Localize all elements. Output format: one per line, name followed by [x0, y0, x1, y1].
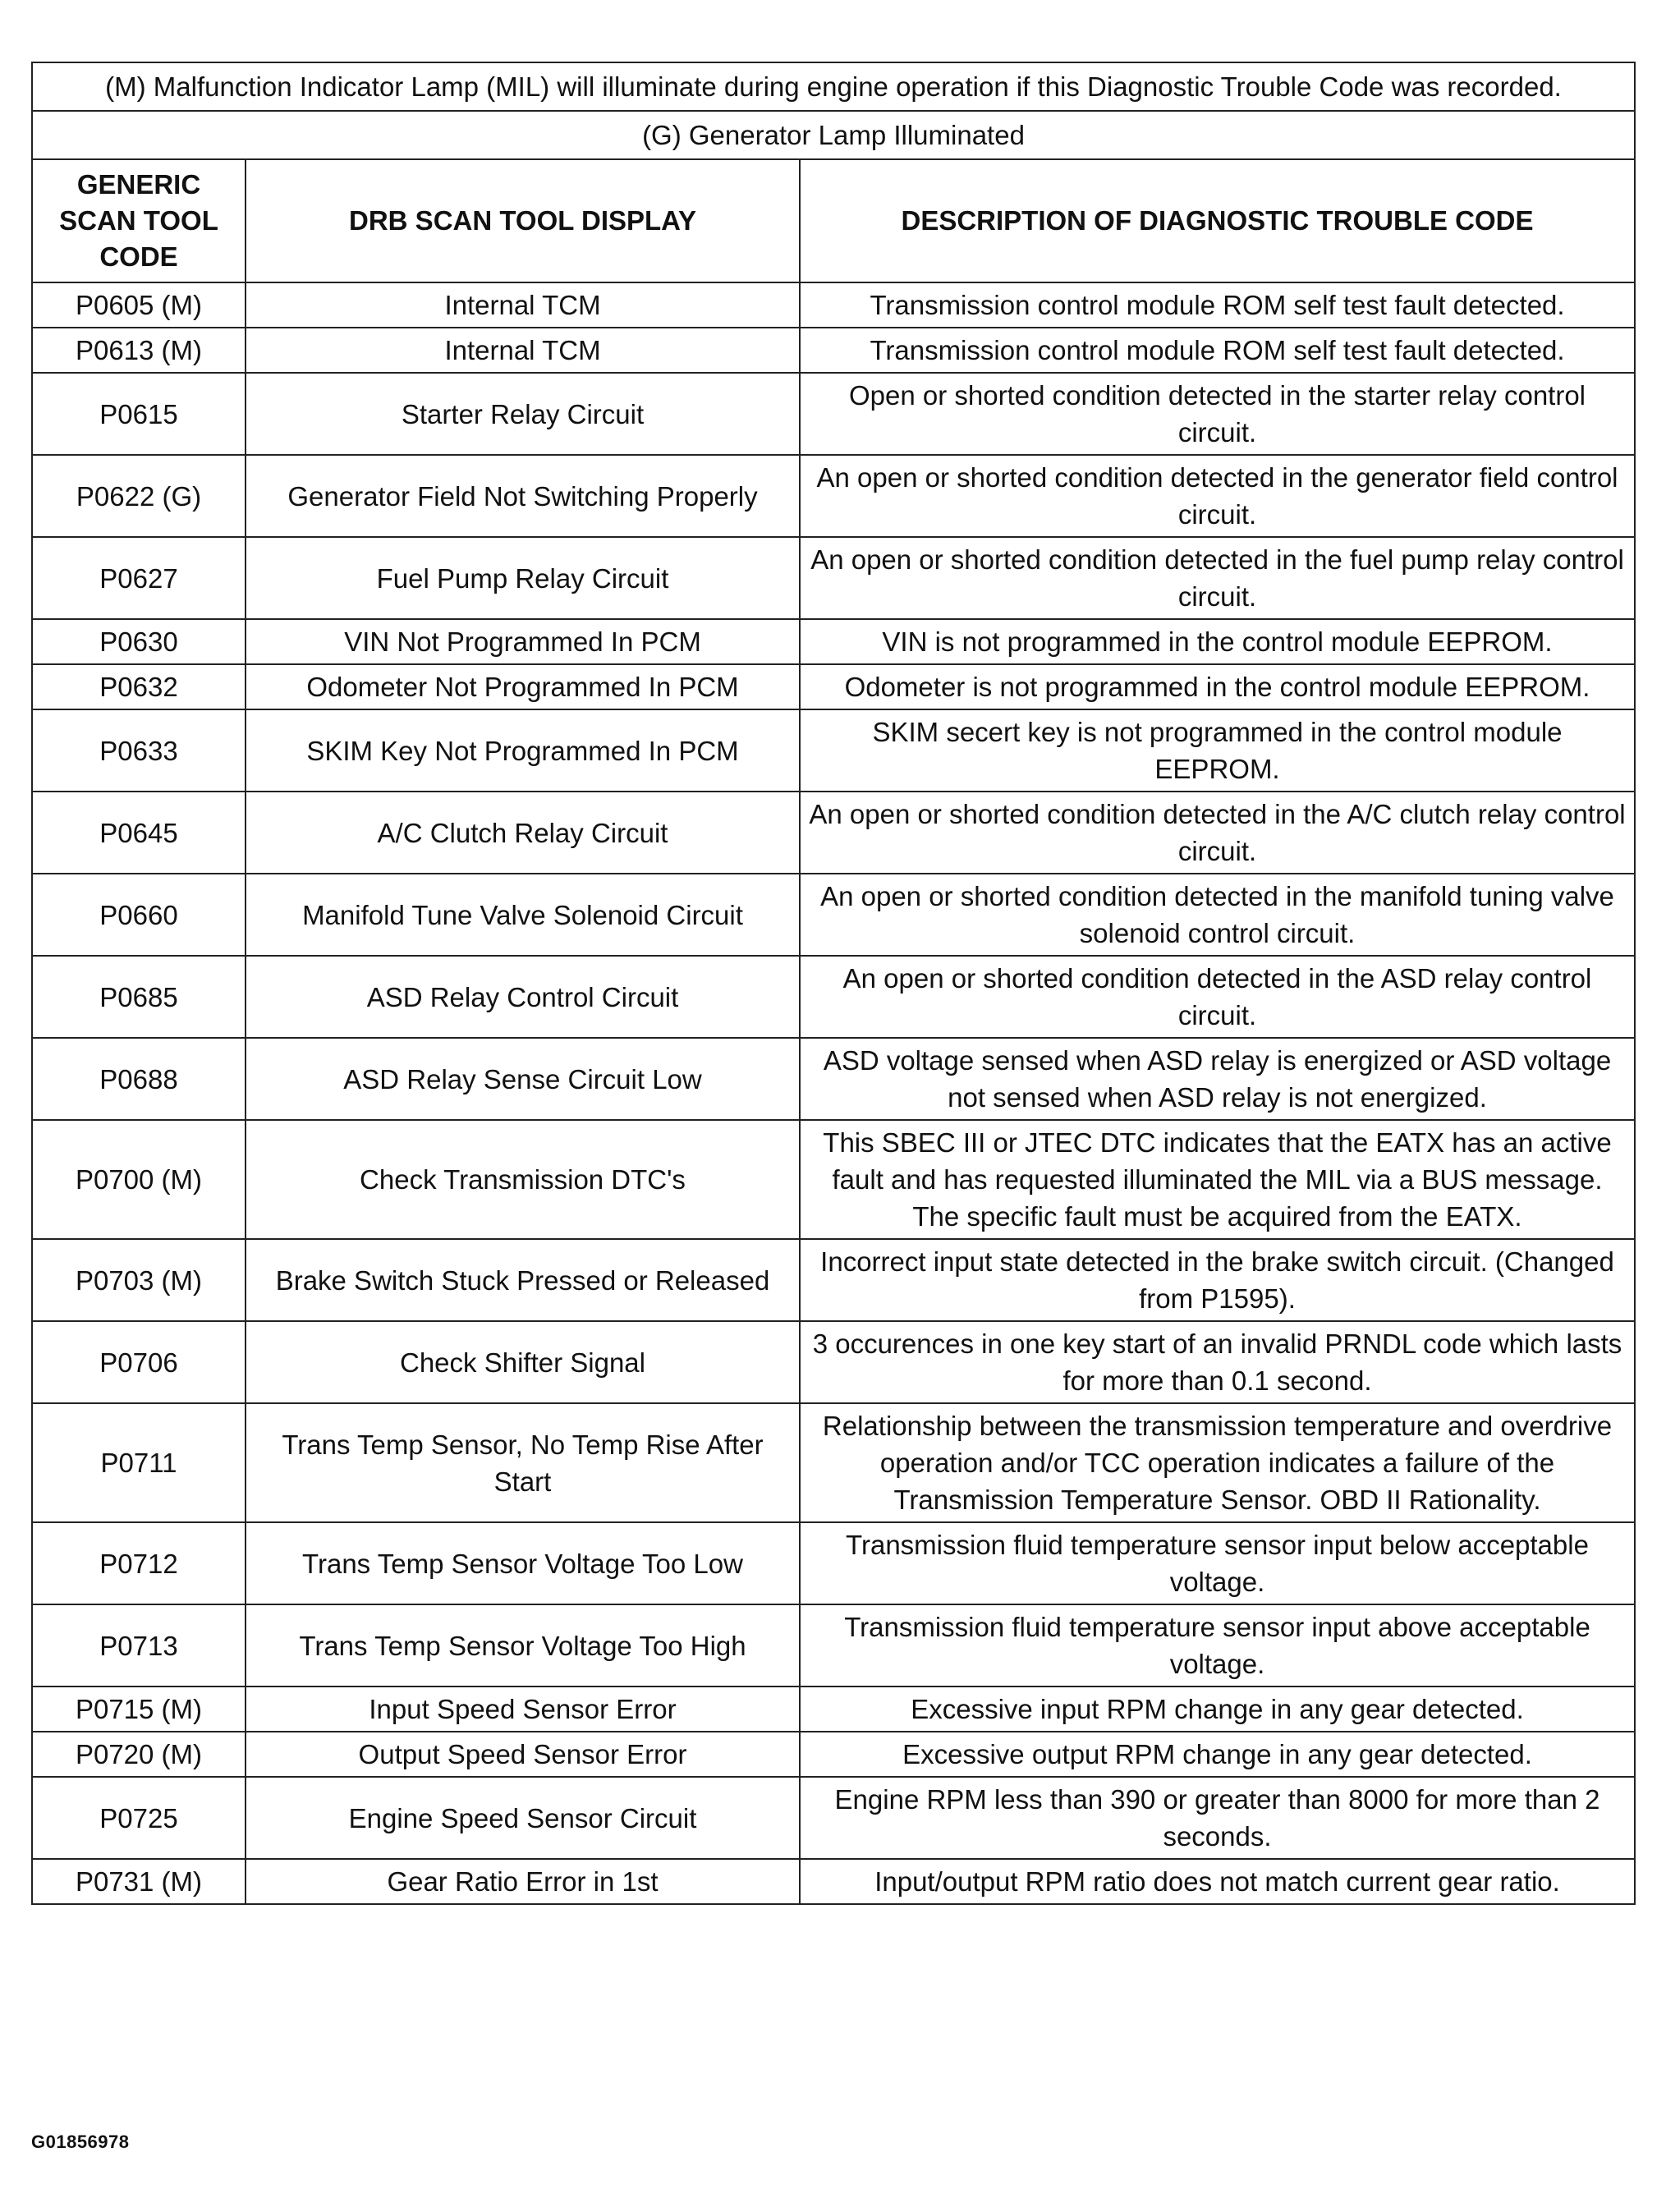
drb-display: ASD Relay Control Circuit	[246, 956, 800, 1038]
dtc-code: P0613 (M)	[32, 328, 246, 373]
dtc-description: Transmission fluid temperature sensor input above acceptable voltage.	[800, 1604, 1635, 1687]
table-row	[32, 709, 1635, 792]
table-row	[32, 455, 1635, 537]
table-head	[32, 62, 1635, 282]
table-row	[32, 619, 1635, 664]
dtc-code: P0706	[32, 1321, 246, 1403]
dtc-code: P0725	[32, 1777, 246, 1859]
dtc-description: Open or shorted condition detected in the starter relay control circuit.	[800, 373, 1635, 455]
dtc-description: Transmission control module ROM self test fault detected.	[800, 282, 1635, 328]
drb-display: Check Shifter Signal	[246, 1321, 800, 1403]
generator-note: (G) Generator Lamp Illuminated	[32, 111, 1635, 159]
table-row	[32, 956, 1635, 1038]
dtc-description: Transmission control module ROM self test fault detected.	[800, 328, 1635, 373]
drb-display: Brake Switch Stuck Pressed or Released	[246, 1239, 800, 1321]
dtc-description: An open or shorted condition detected in the A/C clutch relay control circuit.	[800, 792, 1635, 874]
dtc-code: P0622 (G)	[32, 455, 246, 537]
dtc-description: Input/output RPM ratio does not match current gear ratio.	[800, 1859, 1635, 1904]
dtc-code: P0660	[32, 874, 246, 956]
drb-display: Fuel Pump Relay Circuit	[246, 537, 800, 619]
dtc-description: This SBEC III or JTEC DTC indicates that the EATX has an active fault and has requested illuminated the MIL via a BUS message. The specific fault must be acquired from the EATX.	[800, 1120, 1635, 1239]
table-row	[32, 537, 1635, 619]
drb-display: VIN Not Programmed In PCM	[246, 619, 800, 664]
column-header-row	[32, 159, 1635, 282]
table-row	[32, 328, 1635, 373]
dtc-code: P0712	[32, 1522, 246, 1604]
drb-display: Starter Relay Circuit	[246, 373, 800, 455]
drb-display: Check Transmission DTC's	[246, 1120, 800, 1239]
header-description: DESCRIPTION OF DIAGNOSTIC TROUBLE CODE	[800, 159, 1635, 282]
dtc-code: P0627	[32, 537, 246, 619]
dtc-description: Relationship between the transmission temperature and overdrive operation and/or TCC operation indicates a failure of the Transmission Temperature Sensor. OBD II Rationality.	[800, 1403, 1635, 1522]
dtc-code: P0630	[32, 619, 246, 664]
table-row	[32, 282, 1635, 328]
drb-display: Gear Ratio Error in 1st	[246, 1859, 800, 1904]
table-row	[32, 1777, 1635, 1859]
dtc-description: An open or shorted condition detected in the ASD relay control circuit.	[800, 956, 1635, 1038]
dtc-description: Engine RPM less than 390 or greater than 8000 for more than 2 seconds.	[800, 1777, 1635, 1859]
drb-display: Odometer Not Programmed In PCM	[246, 664, 800, 709]
dtc-code: P0645	[32, 792, 246, 874]
table-row	[32, 664, 1635, 709]
drb-display: Manifold Tune Valve Solenoid Circuit	[246, 874, 800, 956]
table-row	[32, 1239, 1635, 1321]
dtc-description: An open or shorted condition detected in the generator field control circuit.	[800, 455, 1635, 537]
generator-note-row	[32, 111, 1635, 159]
drb-display: Trans Temp Sensor Voltage Too High	[246, 1604, 800, 1687]
dtc-code: P0731 (M)	[32, 1859, 246, 1904]
drb-display: A/C Clutch Relay Circuit	[246, 792, 800, 874]
table-row	[32, 1687, 1635, 1732]
dtc-description: SKIM secert key is not programmed in the control module EEPROM.	[800, 709, 1635, 792]
dtc-code: P0605 (M)	[32, 282, 246, 328]
dtc-description: Excessive input RPM change in any gear detected.	[800, 1687, 1635, 1732]
table-row	[32, 1522, 1635, 1604]
table-row	[32, 1038, 1635, 1120]
dtc-code: P0615	[32, 373, 246, 455]
table-row	[32, 1403, 1635, 1522]
dtc-description: An open or shorted condition detected in the fuel pump relay control circuit.	[800, 537, 1635, 619]
dtc-code: P0632	[32, 664, 246, 709]
mil-note-row	[32, 62, 1635, 111]
drb-display: Internal TCM	[246, 328, 800, 373]
drb-display: Trans Temp Sensor Voltage Too Low	[246, 1522, 800, 1604]
dtc-description: ASD voltage sensed when ASD relay is energized or ASD voltage not sensed when ASD relay is not energized.	[800, 1038, 1635, 1120]
drb-display: SKIM Key Not Programmed In PCM	[246, 709, 800, 792]
dtc-code: P0720 (M)	[32, 1732, 246, 1777]
dtc-description: Excessive output RPM change in any gear detected.	[800, 1732, 1635, 1777]
dtc-code: P0685	[32, 956, 246, 1038]
dtc-description: Odometer is not programmed in the control module EEPROM.	[800, 664, 1635, 709]
drb-display: Output Speed Sensor Error	[246, 1732, 800, 1777]
drb-display: Internal TCM	[246, 282, 800, 328]
dtc-description: Incorrect input state detected in the brake switch circuit. (Changed from P1595).	[800, 1239, 1635, 1321]
table-row	[32, 1859, 1635, 1904]
dtc-code: P0711	[32, 1403, 246, 1522]
header-drb-scan-tool-display: DRB SCAN TOOL DISPLAY	[246, 159, 800, 282]
dtc-table	[31, 62, 1636, 1905]
dtc-description: An open or shorted condition detected in the manifold tuning valve solenoid control circuit.	[800, 874, 1635, 956]
mil-note: (M) Malfunction Indicator Lamp (MIL) will illuminate during engine operation if this Diagnostic Trouble Code was recorded.	[32, 62, 1635, 111]
table-row	[32, 1732, 1635, 1777]
drb-display: Trans Temp Sensor, No Temp Rise After Start	[246, 1403, 800, 1522]
table-row	[32, 874, 1635, 956]
header-generic-scan-tool-code: GENERIC SCAN TOOL CODE	[32, 159, 246, 282]
dtc-description: 3 occurences in one key start of an invalid PRNDL code which lasts for more than 0.1 second.	[800, 1321, 1635, 1403]
dtc-description: VIN is not programmed in the control module EEPROM.	[800, 619, 1635, 664]
dtc-code: P0633	[32, 709, 246, 792]
drb-display: Generator Field Not Switching Properly	[246, 455, 800, 537]
dtc-description: Transmission fluid temperature sensor input below acceptable voltage.	[800, 1522, 1635, 1604]
drb-display: ASD Relay Sense Circuit Low	[246, 1038, 800, 1120]
table-row	[32, 792, 1635, 874]
figure-id: G01856978	[31, 2132, 130, 2152]
dtc-code: P0700 (M)	[32, 1120, 246, 1239]
table-body	[32, 282, 1635, 1904]
dtc-code: P0713	[32, 1604, 246, 1687]
drb-display: Input Speed Sensor Error	[246, 1687, 800, 1732]
drb-display: Engine Speed Sensor Circuit	[246, 1777, 800, 1859]
table-row	[32, 1604, 1635, 1687]
table-row	[32, 373, 1635, 455]
dtc-code: P0715 (M)	[32, 1687, 246, 1732]
dtc-code: P0688	[32, 1038, 246, 1120]
dtc-code: P0703 (M)	[32, 1239, 246, 1321]
table-row	[32, 1321, 1635, 1403]
table-row	[32, 1120, 1635, 1239]
